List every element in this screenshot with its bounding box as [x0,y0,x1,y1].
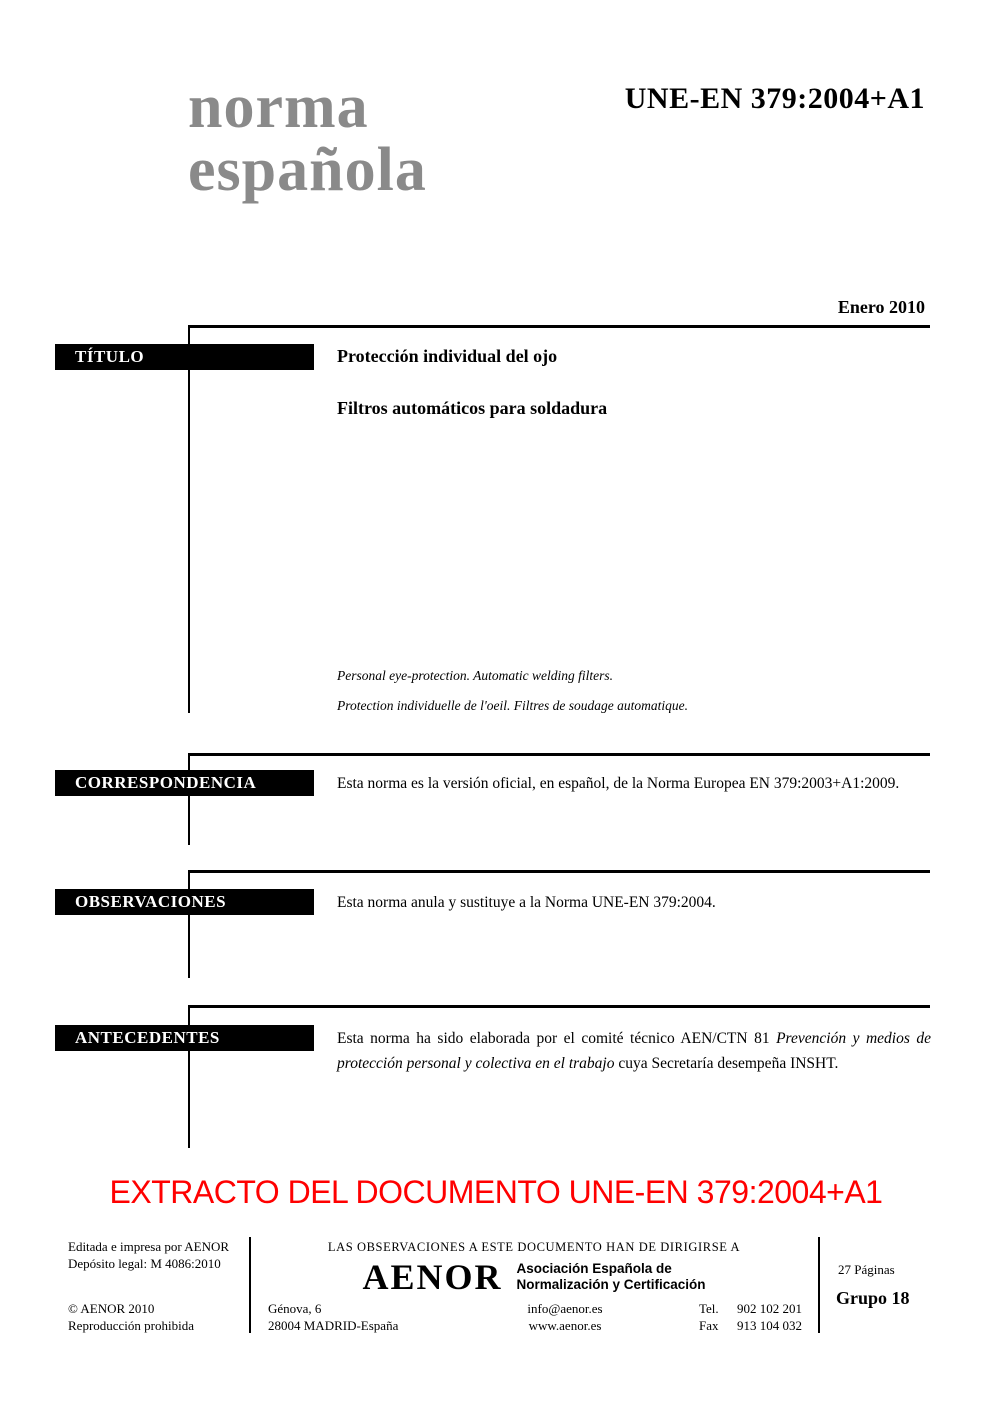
logo-line-1: norma [188,73,369,141]
aenor-logo-block [249,1256,819,1298]
footer-group: Grupo 18 [836,1288,910,1308]
titulo-line-2: Filtros automáticos para soldadura [337,398,608,418]
antecedentes-label-bar [55,1025,314,1051]
titulo-line-1: Protección individual del ojo [337,346,558,366]
antecedentes-text [337,1026,931,1076]
footer-tel-label: Tel. [699,1301,719,1316]
footer-fax-row [699,1317,809,1334]
aenor-logo: AENOR [362,1257,503,1297]
extract-notice: EXTRACTO DEL DOCUMENTO UNE-EN 379:2004+A1 [109,1174,883,1210]
correspondencia-top-rule [190,753,930,756]
correspondencia-text: Esta norma es la versión oficial, en español, de la Norma Europea EN 379:2003+A1:2009. [337,775,900,792]
publication-date: Enero 2010 [837,297,925,317]
footer-legal-deposit: Depósito legal: M 4086:2010 [68,1256,221,1271]
norma-espanola-logo [188,73,427,204]
footer-page-count: 27 Páginas [838,1262,895,1277]
logo-line-2: española [188,136,427,204]
footer-fax-label: Fax [699,1318,719,1333]
correspondencia-label-bar [55,770,314,796]
footer-web-block [505,1300,625,1334]
footer-reproduction: Reproducción prohibida [68,1318,194,1333]
title-translation-english: Personal eye-protection. Automatic welding filters. [337,668,613,683]
correspondencia-label: CORRESPONDENCIA [75,773,257,792]
titulo-label-bar [55,344,314,370]
aenor-subtitle-line1: Asociación Española de [516,1261,672,1276]
title-translation-french: Protection individuelle de l'oeil. Filtres de soudage automatique. [337,698,688,713]
footer-publisher-block [68,1238,248,1272]
footer-copyright: © AENOR 2010 [68,1301,155,1316]
footer-address-block [268,1300,468,1334]
correspondencia-vertical-rule [188,753,190,845]
footer-fax-number: 913 104 032 [737,1318,802,1333]
footer-observations-notice: LAS OBSERVACIONES A ESTE DOCUMENTO HAN DE DIRIGIRSE A [327,1240,741,1254]
footer-phone-block [699,1300,809,1334]
observaciones-top-rule [190,870,930,873]
footer-email: info@aenor.es [527,1301,603,1316]
footer-website: www.aenor.es [528,1318,602,1333]
observaciones-text: Esta norma anula y sustituye a la Norma UNE-EN 379:2004. [337,894,716,911]
antecedentes-label: ANTECEDENTES [75,1028,220,1047]
antecedentes-text-part1: Esta norma ha sido elaborada por el comité técnico AEN/CTN 81 [337,1030,777,1047]
titulo-label: TÍTULO [75,347,145,366]
aenor-subtitle [516,1261,705,1293]
antecedentes-top-rule [190,1005,930,1008]
observaciones-label-bar [55,889,314,915]
titulo-vertical-rule [188,325,190,713]
titulo-top-rule [190,325,930,328]
antecedentes-text-part2: cuya Secretaría desempeña INSHT. [614,1055,839,1072]
observaciones-label: OBSERVACIONES [75,892,227,911]
document-code: UNE-EN 379:2004+A1 [624,82,925,115]
footer-tel-number: 902 102 201 [737,1301,802,1316]
observaciones-vertical-rule [188,870,190,978]
footer-address-city: 28004 MADRID-España [268,1318,399,1333]
aenor-subtitle-line2: Normalización y Certificación [516,1277,706,1292]
footer-address-street: Génova, 6 [268,1301,322,1316]
footer-publisher-line: Editada e impresa por AENOR [68,1239,230,1254]
antecedentes-text-italic: Prevención y medios de protección personal y colectiva en el trabajo [337,1030,931,1072]
footer-tel-row [699,1300,809,1317]
footer-copyright-block [68,1300,248,1334]
